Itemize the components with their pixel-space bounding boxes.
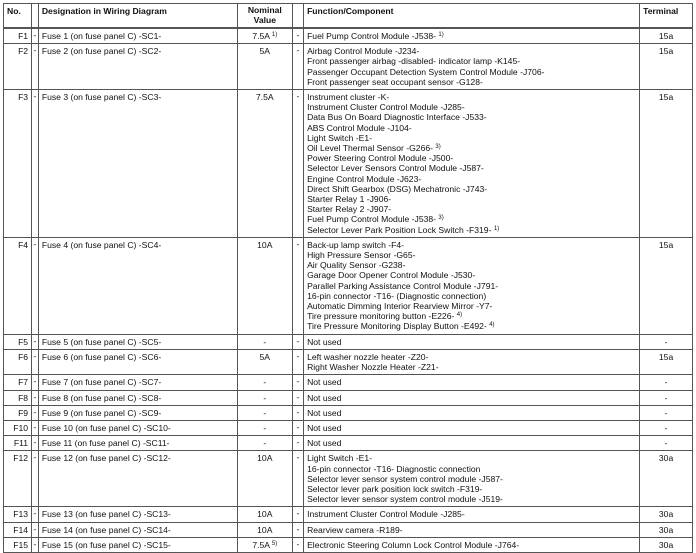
nominal-value-cell (237, 405, 292, 420)
separator-dash: - (292, 375, 303, 390)
component-text: 16-pin connector -T16- Diagnostic connection (307, 463, 481, 474)
component-line (307, 484, 636, 494)
function-component-cell (304, 390, 640, 405)
terminal: - (640, 334, 693, 349)
separator-dash: - (292, 451, 303, 507)
component-text: Tire pressure monitoring button -E226- (307, 311, 455, 322)
component-text: Not used (307, 407, 342, 418)
component-line (307, 423, 636, 433)
component-line (307, 352, 636, 362)
separator-dash: - (32, 420, 39, 435)
nominal-value: 10A (257, 509, 273, 520)
separator-dash: - (292, 405, 303, 420)
component-line (307, 143, 636, 153)
component-text: Not used (307, 392, 342, 403)
terminal: - (640, 405, 693, 420)
table-row (4, 90, 693, 238)
component-line (307, 56, 636, 66)
component-text: Electronic Steering Column Lock Control Module -J764- (307, 539, 520, 550)
separator-dash: - (292, 436, 303, 451)
terminal: 30a (640, 451, 693, 507)
component-text: Engine Control Module -J623- (307, 173, 422, 184)
component-text: Fuel Pump Control Module -J538- (307, 214, 437, 225)
fuse-designation: Fuse 10 (on fuse panel C) -SC10- (38, 420, 237, 435)
nominal-value: 7.5A (252, 539, 270, 550)
function-component-cell (304, 349, 640, 374)
header-dash (32, 4, 39, 29)
component-text: Air Quality Sensor -G238- (307, 260, 406, 271)
component-line (307, 123, 636, 133)
function-component-cell (304, 90, 640, 238)
nominal-value: 5A (259, 46, 271, 57)
component-text: Parallel Parking Assistance Control Module -J791- (307, 280, 499, 291)
separator-dash: - (32, 349, 39, 374)
table-row (4, 334, 693, 349)
component-text: Not used (307, 422, 342, 433)
separator-dash: - (292, 44, 303, 90)
fuse-table (3, 3, 693, 553)
component-text: Instrument Cluster Control Module -J285- (307, 509, 465, 520)
fuse-number: F8 (4, 390, 32, 405)
component-line (307, 194, 636, 204)
component-text: Not used (307, 336, 342, 347)
separator-dash: - (32, 451, 39, 507)
fuse-designation: Fuse 3 (on fuse panel C) -SC3- (38, 90, 237, 238)
component-line (307, 393, 636, 403)
fuse-number: F10 (4, 420, 32, 435)
component-line (307, 163, 636, 173)
component-text: Light Switch -E1- (307, 132, 373, 143)
fuse-number: F9 (4, 405, 32, 420)
separator-dash: - (32, 28, 39, 44)
component-line (307, 311, 636, 321)
component-line (307, 540, 636, 550)
component-line (307, 67, 636, 77)
nominal-value: - (263, 377, 267, 388)
nominal-value-cell (237, 237, 292, 334)
component-text: Left washer nozzle heater -Z20- (307, 351, 429, 362)
component-text: Right Washer Nozzle Heater -Z21- (307, 362, 439, 373)
function-component-cell (304, 451, 640, 507)
component-line (307, 337, 636, 347)
component-line (307, 46, 636, 56)
component-line (307, 174, 636, 184)
nominal-value-cell (237, 420, 292, 435)
terminal: - (640, 436, 693, 451)
component-text: Selector lever sensor system control module -J519- (307, 494, 503, 505)
component-line (307, 153, 636, 163)
component-line (307, 250, 636, 260)
nominal-value-cell (237, 390, 292, 405)
component-line (307, 494, 636, 504)
fuse-number: F2 (4, 44, 32, 90)
component-text: Light Switch -E1- (307, 453, 373, 464)
fuse-designation: Fuse 2 (on fuse panel C) -SC2- (38, 44, 237, 90)
component-line (307, 453, 636, 463)
terminal: 15a (640, 44, 693, 90)
component-text: Instrument cluster -K- (307, 92, 390, 103)
separator-dash: - (32, 522, 39, 537)
footnote-marker: 3) (438, 215, 444, 222)
nominal-value: 7.5A (255, 92, 274, 103)
component-line (307, 464, 636, 474)
fuse-number: F12 (4, 451, 32, 507)
separator-dash: - (32, 537, 39, 552)
function-component-cell (304, 436, 640, 451)
component-line (307, 77, 636, 87)
component-line (307, 525, 636, 535)
separator-dash: - (292, 537, 303, 552)
nominal-value-cell (237, 375, 292, 390)
nominal-value: 10A (257, 524, 273, 535)
fuse-designation: Fuse 5 (on fuse panel C) -SC5- (38, 334, 237, 349)
terminal: - (640, 375, 693, 390)
component-line (307, 214, 636, 224)
table-row (4, 420, 693, 435)
table-row (4, 237, 693, 334)
table-row (4, 28, 693, 44)
function-component-cell (304, 237, 640, 334)
component-text: Fuel Pump Control Module -J538- (307, 31, 437, 41)
nominal-value-cell (237, 44, 292, 90)
function-component-cell (304, 375, 640, 390)
fuse-designation: Fuse 12 (on fuse panel C) -SC12- (38, 451, 237, 507)
component-line (307, 184, 636, 194)
terminal: 15a (640, 237, 693, 334)
component-text: 16-pin connector -T16- (Diagnostic connection) (307, 290, 487, 301)
component-line (307, 509, 636, 519)
table-row (4, 507, 693, 522)
nominal-value-cell (237, 90, 292, 238)
footnote-marker: 1) (271, 32, 278, 38)
table-row (4, 405, 693, 420)
component-line (307, 377, 636, 387)
component-text: ABS Control Module -J104- (307, 122, 412, 133)
nominal-value-cell (237, 436, 292, 451)
separator-dash: - (292, 349, 303, 374)
component-text: Not used (307, 438, 342, 449)
fuse-designation: Fuse 1 (on fuse panel C) -SC1- (38, 28, 237, 44)
fuse-number: F5 (4, 334, 32, 349)
terminal: 30a (640, 507, 693, 522)
component-text: Selector lever park position lock switch -F319- (307, 483, 483, 494)
fuse-number: F13 (4, 507, 32, 522)
separator-dash: - (292, 334, 303, 349)
table-header-row (4, 4, 693, 29)
footnote-marker: 1) (493, 225, 500, 232)
terminal: - (640, 390, 693, 405)
header-function: Function/Component (304, 4, 640, 29)
fuse-designation: Fuse 11 (on fuse panel C) -SC11- (38, 436, 237, 451)
fuse-number: F14 (4, 522, 32, 537)
component-text: Starter Relay 2 -J907- (307, 204, 392, 215)
component-line (307, 92, 636, 102)
component-text: Airbag Control Module -J234- (307, 46, 420, 57)
table-row (4, 44, 693, 90)
terminal: 30a (640, 522, 693, 537)
component-line (307, 112, 636, 122)
component-line (307, 438, 636, 448)
footnote-marker: 1) (438, 32, 444, 38)
nominal-value: 10A (257, 453, 273, 464)
fuse-designation: Fuse 8 (on fuse panel C) -SC8- (38, 390, 237, 405)
function-component-cell (304, 522, 640, 537)
function-component-cell (304, 28, 640, 44)
separator-dash: - (292, 507, 303, 522)
nominal-value-cell (237, 334, 292, 349)
table-row (4, 436, 693, 451)
fuse-designation: Fuse 14 (on fuse panel C) -SC14- (38, 522, 237, 537)
nominal-value: - (263, 407, 267, 418)
component-text: Automatic Dimming Interior Rearview Mirror -Y7- (307, 301, 493, 312)
nominal-value: 10A (257, 239, 273, 250)
separator-dash: - (32, 390, 39, 405)
fuse-number: F7 (4, 375, 32, 390)
fuse-designation: Fuse 4 (on fuse panel C) -SC4- (38, 237, 237, 334)
component-text: Power Steering Control Module -J500- (307, 153, 454, 164)
component-text: Selector Lever Sensors Control Module -J587- (307, 163, 484, 174)
separator-dash: - (32, 237, 39, 334)
component-text: Direct Shift Gearbox (DSG) Mechatronic -J743- (307, 183, 488, 194)
component-line (307, 133, 636, 143)
table-row (4, 537, 693, 552)
component-text: Back-up lamp switch -F4- (307, 239, 405, 250)
nominal-value: - (263, 336, 267, 347)
nominal-value-cell (237, 507, 292, 522)
nominal-value: 7.5A (252, 31, 270, 41)
separator-dash: - (292, 237, 303, 334)
separator-dash: - (292, 390, 303, 405)
nominal-value-cell (237, 349, 292, 374)
function-component-cell (304, 537, 640, 552)
separator-dash: - (32, 375, 39, 390)
terminal: 15a (640, 28, 693, 44)
fuse-designation: Fuse 6 (on fuse panel C) -SC6- (38, 349, 237, 374)
separator-dash: - (292, 90, 303, 238)
component-line (307, 281, 636, 291)
nominal-value-cell (237, 537, 292, 552)
component-text: Oil Level Thermal Sensor -G266- (307, 143, 433, 154)
component-line (307, 474, 636, 484)
component-text: Instrument Cluster Control Module -J285- (307, 102, 465, 113)
nominal-value-cell (237, 522, 292, 537)
fuse-designation: Fuse 15 (on fuse panel C) -SC15- (38, 537, 237, 552)
fuse-number: F1 (4, 28, 32, 44)
footnote-marker: 4) (456, 312, 463, 319)
component-line (307, 362, 636, 372)
header-nominal-value: Nominal Value (237, 4, 292, 29)
component-text: Not used (307, 377, 342, 388)
footnote-marker: 5) (271, 540, 278, 547)
terminal: 15a (640, 90, 693, 238)
fuse-designation: Fuse 13 (on fuse panel C) -SC13- (38, 507, 237, 522)
component-text: Rearview camera -R189- (307, 524, 403, 535)
nominal-value: - (263, 422, 267, 433)
table-row (4, 349, 693, 374)
separator-dash: - (32, 44, 39, 90)
header-designation: Designation in Wiring Diagram (38, 4, 237, 29)
component-text: Front passenger airbag -disabled- indicator lamp -K145- (307, 56, 521, 67)
footnote-marker: 3) (435, 144, 441, 151)
fuse-designation: Fuse 7 (on fuse panel C) -SC7- (38, 375, 237, 390)
separator-dash: - (32, 507, 39, 522)
component-text: Tire Pressure Monitoring Display Button -E492- (307, 321, 487, 332)
component-text: Starter Relay 1 -J906- (307, 194, 392, 205)
nominal-value: - (263, 392, 267, 403)
separator-dash: - (32, 405, 39, 420)
fuse-number: F4 (4, 237, 32, 334)
component-text: High Pressure Sensor -G65- (307, 250, 416, 261)
nominal-value-cell (237, 451, 292, 507)
footnote-marker: 4) (489, 322, 495, 329)
fuse-table-body (4, 28, 693, 552)
table-row (4, 390, 693, 405)
function-component-cell (304, 420, 640, 435)
terminal: 30a (640, 537, 693, 552)
component-line (307, 204, 636, 214)
component-line (307, 260, 636, 270)
separator-dash: - (32, 90, 39, 238)
separator-dash: - (292, 420, 303, 435)
separator-dash: - (32, 334, 39, 349)
component-text: Selector lever sensor system control module -J587- (307, 473, 503, 484)
nominal-value: 5A (259, 351, 271, 362)
fuse-designation: Fuse 9 (on fuse panel C) -SC9- (38, 405, 237, 420)
component-line (307, 240, 636, 250)
nominal-value-cell (237, 28, 292, 44)
component-line (307, 102, 636, 112)
terminal: - (640, 420, 693, 435)
component-line (307, 291, 636, 301)
function-component-cell (304, 405, 640, 420)
component-text: Data Bus On Board Diagnostic Interface -J533- (307, 112, 487, 123)
nominal-value: - (263, 438, 267, 449)
component-line (307, 225, 636, 235)
fuse-number: F15 (4, 537, 32, 552)
component-text: Selector Lever Park Position Lock Switch -F319- (307, 224, 492, 235)
component-text: Front passenger seat occupant sensor -G128- (307, 76, 483, 87)
header-dash-2 (292, 4, 303, 29)
function-component-cell (304, 334, 640, 349)
table-row (4, 375, 693, 390)
component-line (307, 321, 636, 331)
fuse-number: F11 (4, 436, 32, 451)
fuse-number: F3 (4, 90, 32, 238)
component-text: Garage Door Opener Control Module -J530- (307, 270, 476, 281)
function-component-cell (304, 44, 640, 90)
component-text: Passenger Occupant Detection System Control Module -J706- (307, 66, 545, 77)
component-line (307, 270, 636, 280)
header-terminal: Terminal (640, 4, 693, 29)
separator-dash: - (32, 436, 39, 451)
terminal: 15a (640, 349, 693, 374)
component-line (307, 301, 636, 311)
function-component-cell (304, 507, 640, 522)
fuse-number: F6 (4, 349, 32, 374)
separator-dash: - (292, 522, 303, 537)
component-line (307, 31, 636, 41)
separator-dash: - (292, 28, 303, 44)
component-line (307, 408, 636, 418)
header-no: No. (4, 4, 32, 29)
table-row (4, 451, 693, 507)
table-row (4, 522, 693, 537)
